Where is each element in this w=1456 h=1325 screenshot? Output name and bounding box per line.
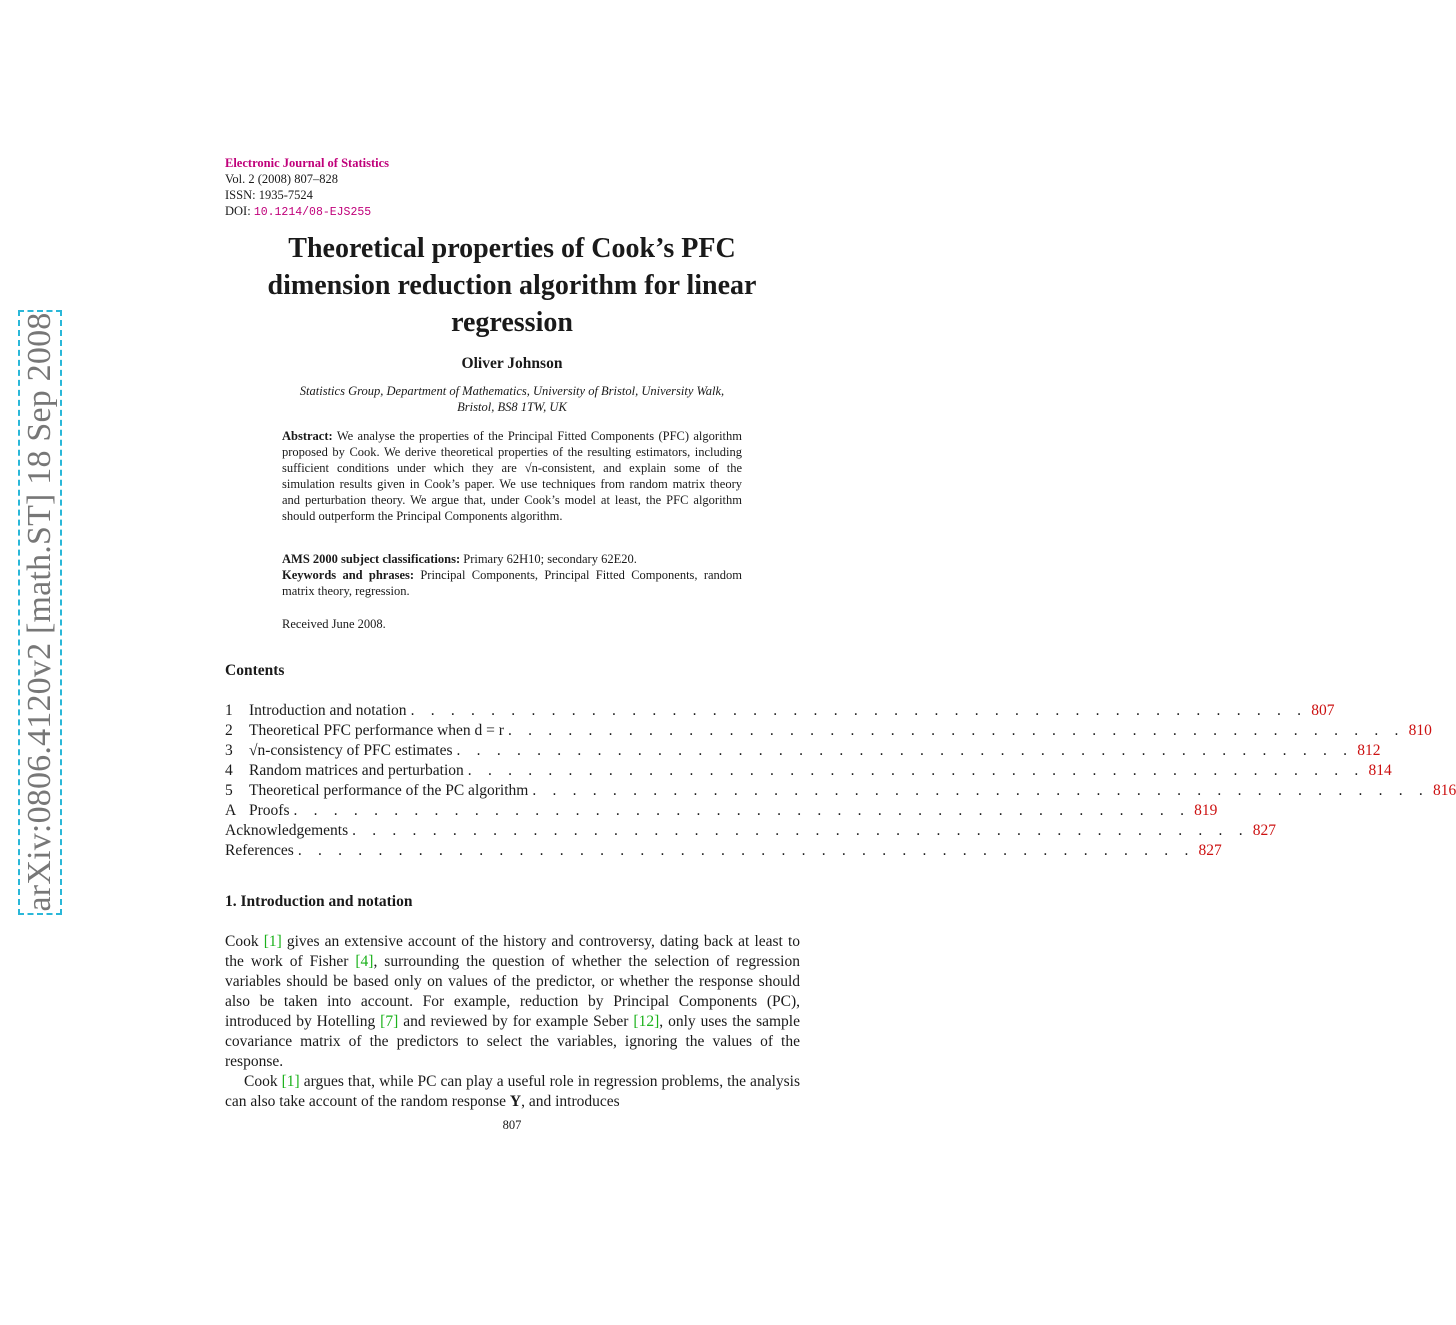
abstract bbox=[282, 428, 742, 524]
toc-page-link[interactable]: 827 bbox=[1252, 822, 1277, 839]
toc-leader: . . . . . . . . . . . . . . . . . . . . . . . . . . . . . . . . . . . . . . . . . . . . . bbox=[293, 802, 1191, 819]
toc-page-link[interactable]: 810 bbox=[1408, 722, 1432, 739]
text-run: argues that, while PC can play a useful role in regression problems, the analysis can also take account of the random response bbox=[225, 1073, 800, 1110]
text-run: Cook bbox=[244, 1073, 282, 1090]
text-run: and reviewed by for example Seber bbox=[398, 1013, 634, 1030]
toc-entry[interactable] bbox=[225, 721, 1432, 741]
text-run: gives an extensive account of the history and controversy, dating back at least to the work of Fisher bbox=[225, 933, 800, 970]
affiliation-line: Bristol, BS8 1TW, UK bbox=[457, 400, 567, 414]
body-paragraph bbox=[225, 932, 800, 1072]
toc-leader: . . . . . . . . . . . . . . . . . . . . . . . . . . . . . . . . . . . . . . . . . . . . . bbox=[456, 742, 1354, 759]
doi-line bbox=[225, 203, 371, 221]
title-line: Theoretical properties of Cook’s PFC bbox=[288, 233, 736, 264]
issn: ISSN: 1935-7524 bbox=[225, 188, 313, 202]
toc-number: A bbox=[225, 802, 237, 819]
toc-entry[interactable] bbox=[225, 761, 1392, 781]
abstract-text: We analyse the properties of the Principal Fitted Components (PFC) algorithm proposed by Cook. We derive theoretical properties of the resulting estimators, including sufficient conditions under which they are √n-consistent, and explain some of the simulation results given in Cook’s paper. We use techniques from random matrix theory and perturbation theory. We argue that, under Cook’s model at least, the PFC algorithm should outperform the Principal Components algorithm. bbox=[282, 429, 742, 523]
affiliation bbox=[225, 383, 799, 415]
affiliation-line: Statistics Group, Department of Mathematics, University of Bristol, University Walk, bbox=[299, 384, 725, 398]
toc-entry[interactable] bbox=[225, 781, 1456, 801]
journal-name[interactable]: Electronic Journal of Statistics bbox=[225, 156, 389, 170]
toc-label[interactable]: Theoretical performance of the PC algorithm bbox=[249, 782, 529, 799]
doi-link[interactable]: 10.1214/08-EJS255 bbox=[253, 206, 372, 219]
ams-text: Primary 62H10; secondary 62E20. bbox=[463, 552, 637, 566]
toc-leader: . . . . . . . . . . . . . . . . . . . . . . . . . . . . . . . . . . . . . . . . . . . . . bbox=[507, 722, 1405, 739]
citation-link[interactable]: [4] bbox=[355, 953, 374, 970]
ams-classification bbox=[282, 551, 742, 567]
toc-label[interactable]: Theoretical PFC performance when d = r bbox=[249, 722, 504, 739]
toc-page-link[interactable]: 819 bbox=[1194, 802, 1218, 819]
toc-page-link[interactable]: 807 bbox=[1311, 702, 1335, 719]
paper-title bbox=[200, 230, 824, 341]
toc-number: 5 bbox=[225, 782, 233, 799]
page-number: 807 bbox=[502, 1118, 522, 1132]
toc-label[interactable]: References bbox=[225, 842, 294, 859]
toc-number: 3 bbox=[225, 742, 233, 759]
toc-page-link[interactable]: 827 bbox=[1198, 842, 1222, 859]
toc-label[interactable]: Acknowledgements bbox=[225, 822, 349, 839]
citation-link[interactable]: [1] bbox=[281, 1073, 300, 1090]
text-run: , surrounding the question of whether the selection of regression variables should be based only on values of the predictor, or whether the response should also be taken into account. For example, reduction by Principal Components (PC), introduced by Hotelling bbox=[225, 953, 800, 1030]
toc-leader: . . . . . . . . . . . . . . . . . . . . . . . . . . . . . . . . . . . . . . . . . . . . . bbox=[532, 782, 1430, 799]
author-name: Oliver Johnson bbox=[461, 355, 563, 372]
toc-label[interactable]: Random matrices and perturbation bbox=[249, 762, 464, 779]
section-heading: 1. Introduction and notation bbox=[225, 893, 413, 910]
toc-number: 4 bbox=[225, 762, 233, 779]
text-run: , and introduces bbox=[521, 1093, 620, 1110]
text-run: , only uses the sample covariance matrix of the predictors to select the variables, ignoring the values of the response. bbox=[225, 1013, 800, 1070]
toc-page-link[interactable]: 816 bbox=[1433, 782, 1456, 799]
body-paragraph bbox=[225, 1072, 800, 1112]
text-run: Cook bbox=[225, 933, 264, 950]
abstract-label: Abstract: bbox=[282, 429, 333, 443]
bold-symbol: Y bbox=[509, 1093, 522, 1110]
keywords bbox=[282, 567, 742, 599]
title-line: regression bbox=[451, 307, 573, 338]
ams-label: AMS 2000 subject classifications: bbox=[282, 552, 461, 566]
title-line: dimension reduction algorithm for linear bbox=[267, 270, 757, 301]
toc-entry[interactable] bbox=[225, 741, 1381, 761]
toc-entry[interactable] bbox=[225, 821, 1277, 841]
keywords-text: Principal Components, Principal Fitted Components, random matrix theory, regression. bbox=[282, 568, 742, 598]
toc-leader: . . . . . . . . . . . . . . . . . . . . . . . . . . . . . . . . . . . . . . . . . . . . . bbox=[352, 822, 1249, 839]
toc-number: 2 bbox=[225, 722, 233, 739]
keywords-label: Keywords and phrases: bbox=[282, 568, 415, 582]
received-date: Received June 2008. bbox=[282, 617, 386, 631]
toc-leader: . . . . . . . . . . . . . . . . . . . . . . . . . . . . . . . . . . . . . . . . . . . . . bbox=[410, 702, 1308, 719]
toc-label[interactable]: Proofs bbox=[249, 802, 290, 819]
toc-label[interactable]: Introduction and notation bbox=[249, 702, 407, 719]
toc-entry[interactable] bbox=[225, 841, 1222, 861]
citation-link[interactable]: [1] bbox=[263, 933, 282, 950]
citation-link[interactable]: [7] bbox=[380, 1013, 399, 1030]
arxiv-stamp: arXiv:0806.4120v2 [math.ST] 18 Sep 2008 bbox=[21, 312, 58, 912]
toc-label[interactable]: √n-consistency of PFC estimates bbox=[249, 742, 453, 759]
toc-number: 1 bbox=[225, 702, 233, 719]
contents-heading: Contents bbox=[225, 662, 285, 679]
volume-info: Vol. 2 (2008) 807–828 bbox=[225, 172, 338, 186]
toc-leader: . . . . . . . . . . . . . . . . . . . . . . . . . . . . . . . . . . . . . . . . . . . . . bbox=[467, 762, 1365, 779]
toc-entry[interactable] bbox=[225, 801, 1218, 821]
toc-leader: . . . . . . . . . . . . . . . . . . . . . . . . . . . . . . . . . . . . . . . . . . . . . bbox=[297, 842, 1195, 859]
toc-page-link[interactable]: 814 bbox=[1368, 762, 1392, 779]
toc-page-link[interactable]: 812 bbox=[1357, 742, 1381, 759]
doi-label: DOI: bbox=[225, 204, 251, 218]
toc-entry[interactable] bbox=[225, 701, 1335, 721]
citation-link[interactable]: [12] bbox=[633, 1013, 660, 1030]
